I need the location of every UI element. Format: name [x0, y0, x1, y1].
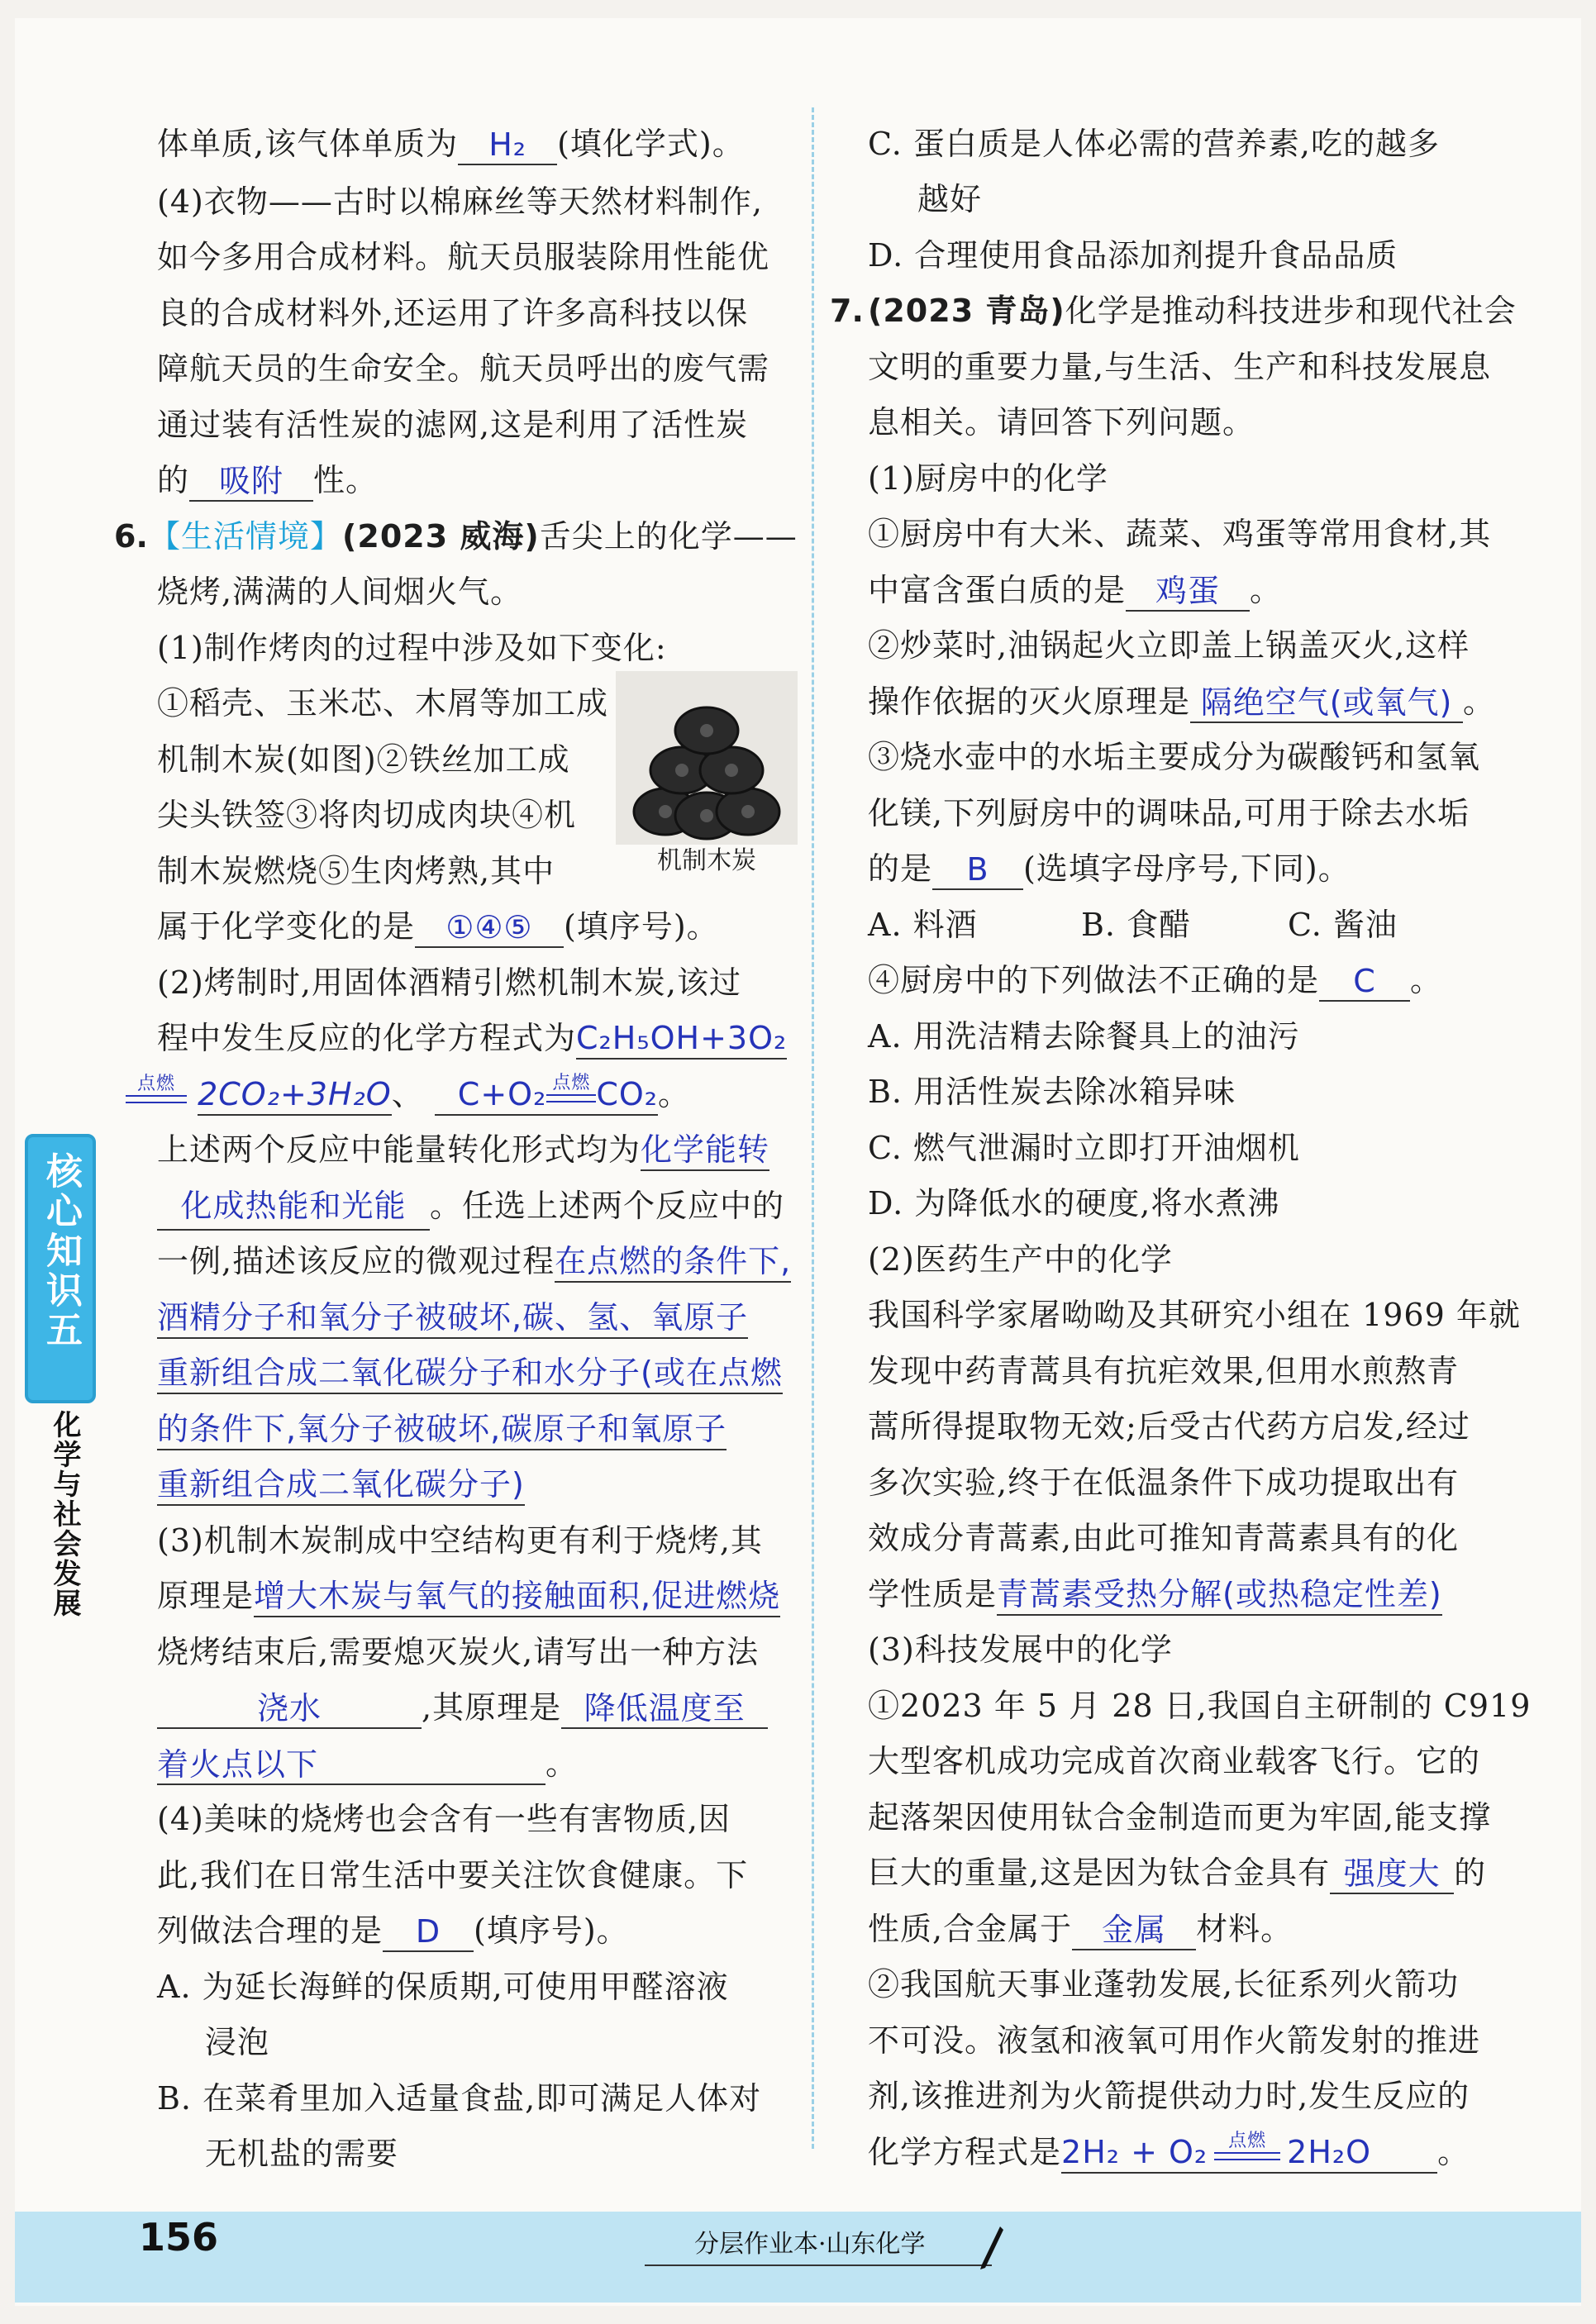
text-line: 大型客机成功完成首次商业载客飞行。它的 [868, 1743, 1481, 1779]
text-line: 障航天员的生命安全。航天员呼出的废气需 [157, 350, 770, 387]
text-line: 烧烤,满满的人间烟火气。 [157, 574, 523, 610]
text-line: (2)烤制时,用固体酒精引燃机制木炭,该过 [157, 964, 741, 1001]
text-line: ②炒菜时,油锅起火立即盖上锅盖灭火,这样 [868, 627, 1470, 664]
equation-arrow: 点燃 [126, 1092, 187, 1103]
option-line: C. 燃气泄漏时立即打开油烟机 [868, 1130, 1300, 1166]
footer-rule [645, 2264, 992, 2266]
text-line: ④厨房中的下列做法不正确的是 C 。 [868, 959, 1442, 1002]
option-line: 无机盐的需要 [205, 2136, 399, 2172]
answer-blank: D [383, 1912, 474, 1952]
text-line: 此,我们在日常生活中要关注饮食健康。下 [157, 1857, 749, 1893]
text-line: 的是 B (选填字母序号,下同)。 [868, 847, 1351, 890]
page-number: 156 [139, 2215, 219, 2260]
question-title: 【生活情境】(2023 威海)舌尖上的化学—— [149, 518, 798, 555]
option-line: D. 为降低水的硬度,将水煮沸 [868, 1185, 1280, 1222]
question-number: 7. [830, 293, 864, 329]
answer-blank: 着火点以下 [157, 1745, 545, 1785]
pen-icon [975, 2223, 1008, 2273]
option-line: 浸泡 [205, 2024, 270, 2060]
answer-text-line: 重新组合成二氧化碳分子) [157, 1463, 525, 1506]
text-line: ①2023 年 5 月 28 日,我国自主研制的 C919 [868, 1688, 1532, 1724]
text-line: ①稻壳、玉米芯、木屑等加工成 [157, 685, 609, 721]
text-line: 性质,合金属于 金属 材料。 [868, 1907, 1293, 1950]
answer-blank: 浇水 [157, 1689, 422, 1729]
chapter-subtitle: 化学与社会发展 [48, 1410, 81, 1618]
context-tag: 【生活情境】 [149, 518, 343, 555]
text-line: ①厨房中有大米、蔬菜、鸡蛋等常用食材,其 [868, 516, 1492, 552]
text-line: 操作依据的灭火原理是 隔绝空气(或氧气) 。 [868, 680, 1495, 723]
text-line: (2)医药生产中的化学 [868, 1241, 1173, 1278]
chapter-side-tab [25, 1134, 96, 1403]
option-line: B. 在菜肴里加入适量食盐,即可满足人体对 [157, 2080, 762, 2117]
text-line: 属于化学变化的是 ①④⑤ (填序号)。 [157, 905, 719, 948]
text-line: (3)机制木炭制成中空结构更有利于烧烤,其 [157, 1522, 763, 1559]
text-line: 文明的重要力量,与生活、生产和科技发展息 [868, 349, 1492, 385]
text-line: (3)科技发展中的化学 [868, 1631, 1173, 1668]
text-line: 学性质是青蒿素受热分解(或热稳定性差) [868, 1573, 1442, 1616]
answer-text: 在点燃的条件下, [555, 1243, 791, 1283]
text-line: 机制木炭(如图)②铁丝加工成 [157, 741, 570, 778]
answer-blank: 鸡蛋 [1126, 572, 1250, 612]
text-line: 制木炭燃烧⑤生肉烤熟,其中 [157, 853, 555, 889]
text-line: 多次实验,终于在低温条件下成功提取出有 [868, 1464, 1460, 1501]
equation-line: 点燃 2CO₂+3H₂O、 C+O₂ 点燃 CO₂。 [126, 1073, 690, 1116]
charcoal-figure [616, 671, 798, 845]
text-line: 不可没。液氢和液氧可用作火箭发射的推进 [868, 2022, 1481, 2059]
text-line: 程中发生反应的化学方程式为C₂H₅OH+3O₂ [157, 1017, 787, 1060]
option-line: A. 用洗洁精去除餐具上的油污 [868, 1018, 1300, 1055]
text-line: 发现中药青蒿具有抗疟效果,但用水煎熬青 [868, 1353, 1460, 1389]
text-line: 我国科学家屠呦呦及其研究小组在 1969 年就 [868, 1297, 1521, 1333]
text-line: 化成热能和光能 。任选上述两个反应中的 [157, 1184, 784, 1231]
question-number: 6. [114, 518, 148, 555]
answer-blank: ①④⑤ [415, 908, 564, 948]
answer-text-line: 酒精分子和氧分子被破坏,碳、氢、氧原子 [157, 1296, 748, 1339]
option-line: B. 用活性炭去除冰箱异味 [868, 1074, 1236, 1110]
book-title: 分层作业本·山东化学 [694, 2230, 926, 2259]
text-line: ③烧水壶中的水垢主要成分为碳酸钙和氢氧 [868, 739, 1481, 775]
option-line: D. 合理使用食品添加剂提升食品品质 [868, 237, 1398, 274]
text-line: 上述两个反应中能量转化形式均为化学能转 [157, 1128, 769, 1171]
text-line: (4)美味的烧烤也会含有一些有害物质,因 [157, 1801, 731, 1837]
text-line: 如今多用合成材料。航天员服装除用性能优 [157, 239, 770, 275]
answer-blank: 金属 [1072, 1911, 1196, 1950]
option-line: A. 为延长海鲜的保质期,可使用甲醛溶液 [157, 1969, 729, 2005]
text-line: 着火点以下 。 [157, 1742, 578, 1785]
answer-blank: B [932, 850, 1023, 890]
option-line: C. 蛋白质是人体必需的营养素,吃的越多 [868, 126, 1440, 162]
text-line: 烧烤结束后,需要熄灭炭火,请写出一种方法 [157, 1634, 760, 1670]
figure-caption: 机制木炭 [657, 846, 756, 875]
text-line: (1)制作烤肉的过程中涉及如下变化: [157, 630, 667, 666]
answer-blank: 隔绝空气(或氧气) [1190, 683, 1463, 723]
text-line: 良的合成材料外,还运用了许多高科技以保 [157, 295, 749, 331]
answer-blank: C [1319, 962, 1410, 1002]
text-line: 起落架因使用钛合金制造而更为牢固,能支撑 [868, 1799, 1492, 1836]
text-line: 剂,该推进剂为火箭提供动力时,发生反应的 [868, 2078, 1470, 2114]
answer-equation: 2H₂ + O₂ 点燃 2H₂O [1061, 2134, 1437, 2174]
question-title: (2023 青岛)化学是推动科技进步和现代社会 [868, 293, 1517, 329]
source-label: (2023 青岛) [868, 293, 1065, 329]
answer-blank: H₂ [458, 126, 557, 165]
option-line: C. 酱油 [1288, 907, 1398, 943]
answer-text-line: 的条件下,氧分子被破坏,碳原子和氧原子 [157, 1407, 727, 1450]
text-line: 化学方程式是2H₂ + O₂ 点燃 2H₂O 。 [868, 2131, 1470, 2174]
text-line: 尖头铁签③将肉切成肉块④机 [157, 797, 577, 833]
answer-text: 增大木炭与氧气的接触面积,促进燃烧 [254, 1578, 780, 1617]
option-line: 越好 [917, 181, 983, 217]
text-line: 息相关。请回答下列问题。 [868, 404, 1255, 441]
text-line: 蒿所得提取物无效;后受古代药方启发,经过 [868, 1408, 1470, 1445]
answer-text: 化学能转 [641, 1131, 769, 1171]
text-line: 的 吸附 性。 [157, 459, 378, 502]
text-line: 中富含蛋白质的是 鸡蛋 。 [868, 569, 1282, 612]
chapter-title: 核心知识五 [40, 1152, 82, 1350]
text-line: 一例,描述该反应的微观过程在点燃的条件下, [157, 1240, 791, 1283]
answer-text: 化成热能和光能 [157, 1184, 430, 1231]
answer-equation-lhs: C₂H₅OH+3O₂ [576, 1020, 787, 1060]
answer-blank: 强度大 [1330, 1855, 1454, 1894]
answer-text-line: 重新组合成二氧化碳分子和水分子(或在点燃 [157, 1351, 783, 1394]
option-line: A. 料酒 [868, 907, 978, 943]
answer-blank: 吸附 [189, 462, 313, 502]
source-label: (2023 威海) [342, 518, 540, 555]
text-line: (4)衣物——古时以棉麻丝等天然材料制作, [157, 183, 763, 220]
answer-equation-rhs: 2CO₂+3H₂O [198, 1076, 392, 1116]
text-line: 巨大的重量,这是因为钛合金具有 强度大 的 [868, 1851, 1486, 1894]
text-line: 化镁,下列厨房中的调味品,可用于除去水垢 [868, 795, 1470, 831]
text-line: 浇水 ,其原理是 降低温度至 [157, 1686, 768, 1729]
column-divider [812, 107, 814, 2149]
text-line: (1)厨房中的化学 [868, 460, 1108, 497]
answer-text: 青蒿素受热分解(或热稳定性差) [997, 1576, 1442, 1616]
text-line: 列做法合理的是 D (填序号)。 [157, 1909, 629, 1952]
text-line: 原理是增大木炭与氧气的接触面积,促进燃烧 [157, 1574, 780, 1617]
answer-blank: 降低温度至 [561, 1689, 768, 1729]
text-line: 体单质,该气体单质为 H₂ (填化学式)。 [157, 122, 745, 165]
option-line: B. 食醋 [1081, 907, 1192, 943]
text-line: 通过装有活性炭的滤网,这是利用了活性炭 [157, 407, 749, 443]
text-line: 效成分青蒿素,由此可推知青蒿素具有的化 [868, 1520, 1460, 1556]
text-line: ②我国航天事业蓬勃发展,长征系列火箭功 [868, 1966, 1460, 2003]
answer-equation-2: C+O₂ 点燃 CO₂ [435, 1076, 658, 1116]
